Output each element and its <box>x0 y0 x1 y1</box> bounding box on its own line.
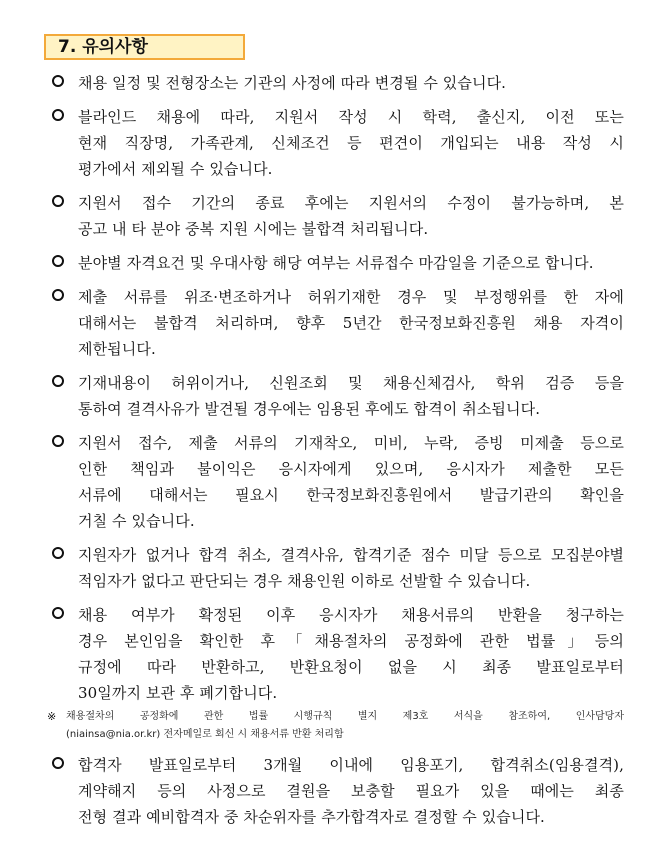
notice-item <box>44 70 624 96</box>
notice-line: 지원자가 없거나 합격 취소, 결격사유, 합격기준 점수 미달 등으로 모집분야별 <box>78 546 624 564</box>
notice-item <box>44 104 624 182</box>
reference-mark-icon: ※ <box>47 710 57 723</box>
notice-item <box>44 250 624 276</box>
notice-line: 대해서는 불합격 처리하며, 향후 5년간 한국정보화진흥원 채용 자격이 <box>78 314 624 332</box>
notice-line: 서류에 대해서는 필요시 한국정보화진흥원에서 발급기관의 확인을 <box>78 486 624 504</box>
footnote-line: (niainsa@nia.or.kr) 전자메일로 회신 시 채용서류 반환 처리함 <box>66 729 344 740</box>
notice-line: 합격자 발표일로부터 3개월 이내에 임용포기, 합격취소(임용결격), <box>78 756 624 774</box>
circle-bullet-icon <box>52 375 64 387</box>
notice-line: 지원서 접수 기간의 종료 후에는 지원서의 수정이 불가능하며, 본 <box>78 194 624 212</box>
notice-line: 기재내용이 허위이거나, 신원조회 및 채용신체검사, 학위 검증 등을 <box>78 374 624 392</box>
notice-line: 통하여 결격사유가 발견될 경우에는 임용된 후에도 합격이 취소됩니다. <box>78 400 541 418</box>
circle-bullet-icon <box>52 195 64 207</box>
notice-line: 분야별 자격요건 및 우대사항 해당 여부는 서류접수 마감일을 기준으로 합니다. <box>78 254 594 272</box>
notice-line: 평가에서 제외될 수 있습니다. <box>78 160 273 178</box>
notice-line: 제출 서류를 위조·변조하거나 허위기재한 경우 및 부정행위를 한 자에 <box>78 288 624 306</box>
circle-bullet-icon <box>52 757 64 769</box>
notice-line: 공고 내 타 분야 중복 지원 시에는 불합격 처리됩니다. <box>78 220 429 238</box>
notice-line: 블라인드 채용에 따라, 지원서 작성 시 학력, 출신지, 이전 또는 <box>78 108 624 126</box>
circle-bullet-icon <box>52 607 64 619</box>
footnote <box>44 708 624 744</box>
circle-bullet-icon <box>52 547 64 559</box>
notice-item <box>44 190 624 242</box>
circle-bullet-icon <box>52 435 64 447</box>
notice-line: 채용 일정 및 전형장소는 기관의 사정에 따라 변경될 수 있습니다. <box>78 74 507 92</box>
notice-line: 적임자가 없다고 판단되는 경우 채용인원 이하로 선발할 수 있습니다. <box>78 572 531 590</box>
notice-item <box>44 370 624 422</box>
notice-list <box>44 70 624 830</box>
notice-item <box>44 752 624 830</box>
notice-line: 경우 본인임을 확인한 후「채용절차의 공정화에 관한 법률」등의 <box>78 632 624 650</box>
notice-line: 현재 직장명, 가족관계, 신체조건 등 편견이 개입되는 내용 작성 시 <box>78 134 624 152</box>
notice-line: 규정에 따라 반환하고, 반환요청이 없을 시 최종 발표일로부터 <box>78 658 624 676</box>
notice-item <box>44 542 624 594</box>
notice-line: 거칠 수 있습니다. <box>78 512 195 530</box>
notice-line: 인한 책임과 불이익은 응시자에게 있으며, 응시자가 제출한 모든 <box>78 460 624 478</box>
notice-line: 제한됩니다. <box>78 340 156 358</box>
notice-item <box>44 602 624 706</box>
circle-bullet-icon <box>52 75 64 87</box>
notice-item <box>44 284 624 362</box>
circle-bullet-icon <box>52 289 64 301</box>
footnote-line: 채용절차의 공정화에 관한 법률 시행규칙 별지 제3호 서식을 참조하여, 인사담당자 <box>66 711 624 722</box>
circle-bullet-icon <box>52 109 64 121</box>
notice-line: 채용 여부가 확정된 이후 응시자가 채용서류의 반환을 청구하는 <box>78 606 624 624</box>
notice-line: 계약해지 등의 사정으로 결원을 보충할 필요가 있을 때에는 최종 <box>78 782 624 800</box>
notice-line: 전형 결과 예비합격자 중 차순위자를 추가합격자로 결정할 수 있습니다. <box>78 808 545 826</box>
notice-item <box>44 430 624 534</box>
notice-line: 30일까지 보관 후 폐기합니다. <box>78 684 278 702</box>
section-title: 7. 유의사항 <box>44 34 245 60</box>
notice-line: 지원서 접수, 제출 서류의 기재착오, 미비, 누락, 증빙 미제출 등으로 <box>78 434 624 452</box>
circle-bullet-icon <box>52 255 64 267</box>
